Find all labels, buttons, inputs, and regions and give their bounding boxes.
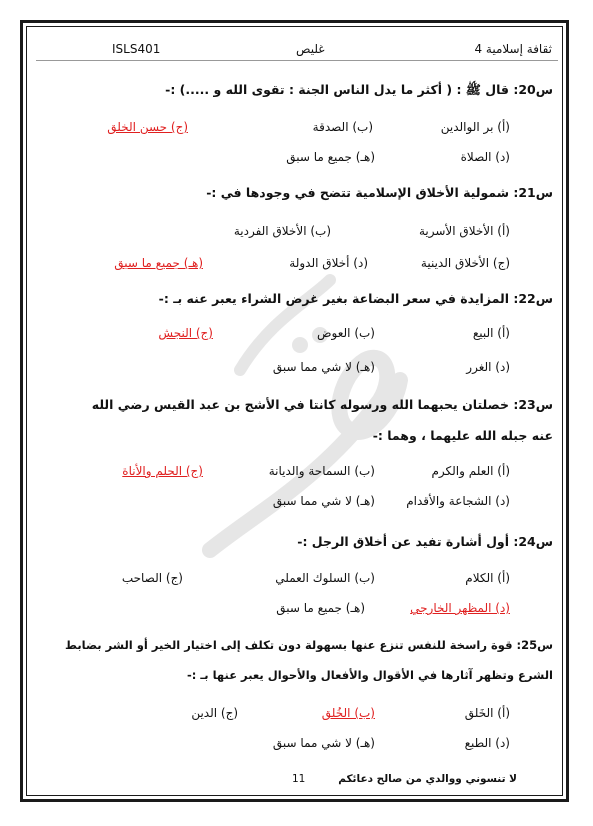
option-d[interactable]: (د) الشجاعة والأقدام <box>406 494 510 508</box>
option-d[interactable]: (د) أخلاق الدولة <box>289 256 368 270</box>
question-text: قوة راسخة للنفس تنزع عنها بسهولة دون تكلف إلى اختيار الخير أو الشر بضابط <box>65 638 513 652</box>
header-divider <box>36 60 558 61</box>
option-c-correct[interactable]: (ج) الحلم والأناة <box>122 464 203 478</box>
option-c[interactable]: (ج) الصاحب <box>121 571 183 585</box>
footer-dua: لا تنسوني ووالدي من صالح دعائكم <box>338 773 517 785</box>
option-a[interactable]: (أ) الكلام <box>465 571 510 585</box>
option-a[interactable]: (أ) الخَلق <box>464 706 510 720</box>
option-c-correct[interactable]: (ج) النجش <box>158 326 213 340</box>
question-text: قال ﷺ : ( أكثر ما يدل الناس الجنة : تقوى الله و .....) :- <box>165 82 509 97</box>
option-d[interactable]: (د) الغرر <box>466 360 510 374</box>
option-a[interactable]: (أ) بر الوالدين <box>440 120 510 134</box>
option-a[interactable]: (أ) العلم والكرم <box>431 464 510 478</box>
question-number: س22: <box>513 291 553 306</box>
option-d[interactable]: (د) الصلاة <box>460 150 510 164</box>
option-e[interactable]: (هـ) لا شي مما سبق <box>272 736 375 750</box>
option-b[interactable]: (ب) الصدقة <box>312 120 373 134</box>
option-c[interactable]: (ج) الأخلاق الدينية <box>420 256 510 270</box>
option-e[interactable]: (هـ) جميع ما سبق <box>276 601 365 615</box>
question-text: المزايدة في سعر البضاعة بغير غرض الشراء يعبر عنه بـ :- <box>158 291 509 306</box>
question-23-line2: عنه جبله الله عليهما ، وهما :- <box>372 428 553 443</box>
question-24 <box>297 534 553 549</box>
header-course-title: ثقافة إسلامية 4 <box>474 42 552 56</box>
option-c[interactable]: (ج) الدين <box>191 706 238 720</box>
option-e[interactable]: (هـ) لا شي مما سبق <box>272 494 375 508</box>
option-e-correct[interactable]: (هـ) جميع ما سبق <box>114 256 203 270</box>
page-number: 11 <box>292 773 306 785</box>
option-b[interactable]: (ب) العوض <box>317 326 375 340</box>
option-c-correct[interactable]: (ج) حسن الخلق <box>107 120 188 134</box>
option-b[interactable]: (ب) السماحة والديانة <box>268 464 375 478</box>
question-22 <box>159 291 553 306</box>
option-b-correct[interactable]: (ب) الخُلق <box>321 706 375 720</box>
option-b[interactable]: (ب) الأخلاق الفردية <box>233 224 331 238</box>
question-number: س21: <box>513 185 553 200</box>
question-21 <box>206 185 553 200</box>
question-number: س25: <box>516 638 553 652</box>
option-e[interactable]: (هـ) لا شي مما سبق <box>272 360 375 374</box>
question-25-line2: الشرع وتظهر آثارها في الأقوال والأفعال والأحوال يعبر عنها بـ :- <box>186 668 553 682</box>
option-a[interactable]: (أ) البيع <box>472 326 510 340</box>
option-d-correct[interactable]: (د) المظهر الخارجي <box>410 601 510 615</box>
option-e[interactable]: (هـ) جميع ما سبق <box>286 150 375 164</box>
question-number: س20: <box>513 82 553 97</box>
question-25 <box>65 638 553 652</box>
option-b[interactable]: (ب) السلوك العملي <box>275 571 375 585</box>
question-20 <box>165 82 553 101</box>
header-course-code: ISLS401 <box>112 42 161 56</box>
question-text: خصلتان يحبهما الله ورسوله كانتا في الأشج بن عبد القيس رضي الله <box>91 397 509 412</box>
question-number: س24: <box>513 534 553 549</box>
question-number: س23: <box>513 397 553 412</box>
option-d[interactable]: (د) الطبع <box>464 736 510 750</box>
question-text: شمولية الأخلاق الإسلامية تتضح في وجودها في :- <box>206 185 509 200</box>
page-header <box>36 42 558 60</box>
option-a[interactable]: (أ) الأخلاق الأسرية <box>418 224 510 238</box>
header-author: غليص <box>296 42 325 56</box>
question-text: أول أشارة تفيد عن أخلاق الرجل :- <box>297 534 509 549</box>
question-23 <box>92 397 553 412</box>
